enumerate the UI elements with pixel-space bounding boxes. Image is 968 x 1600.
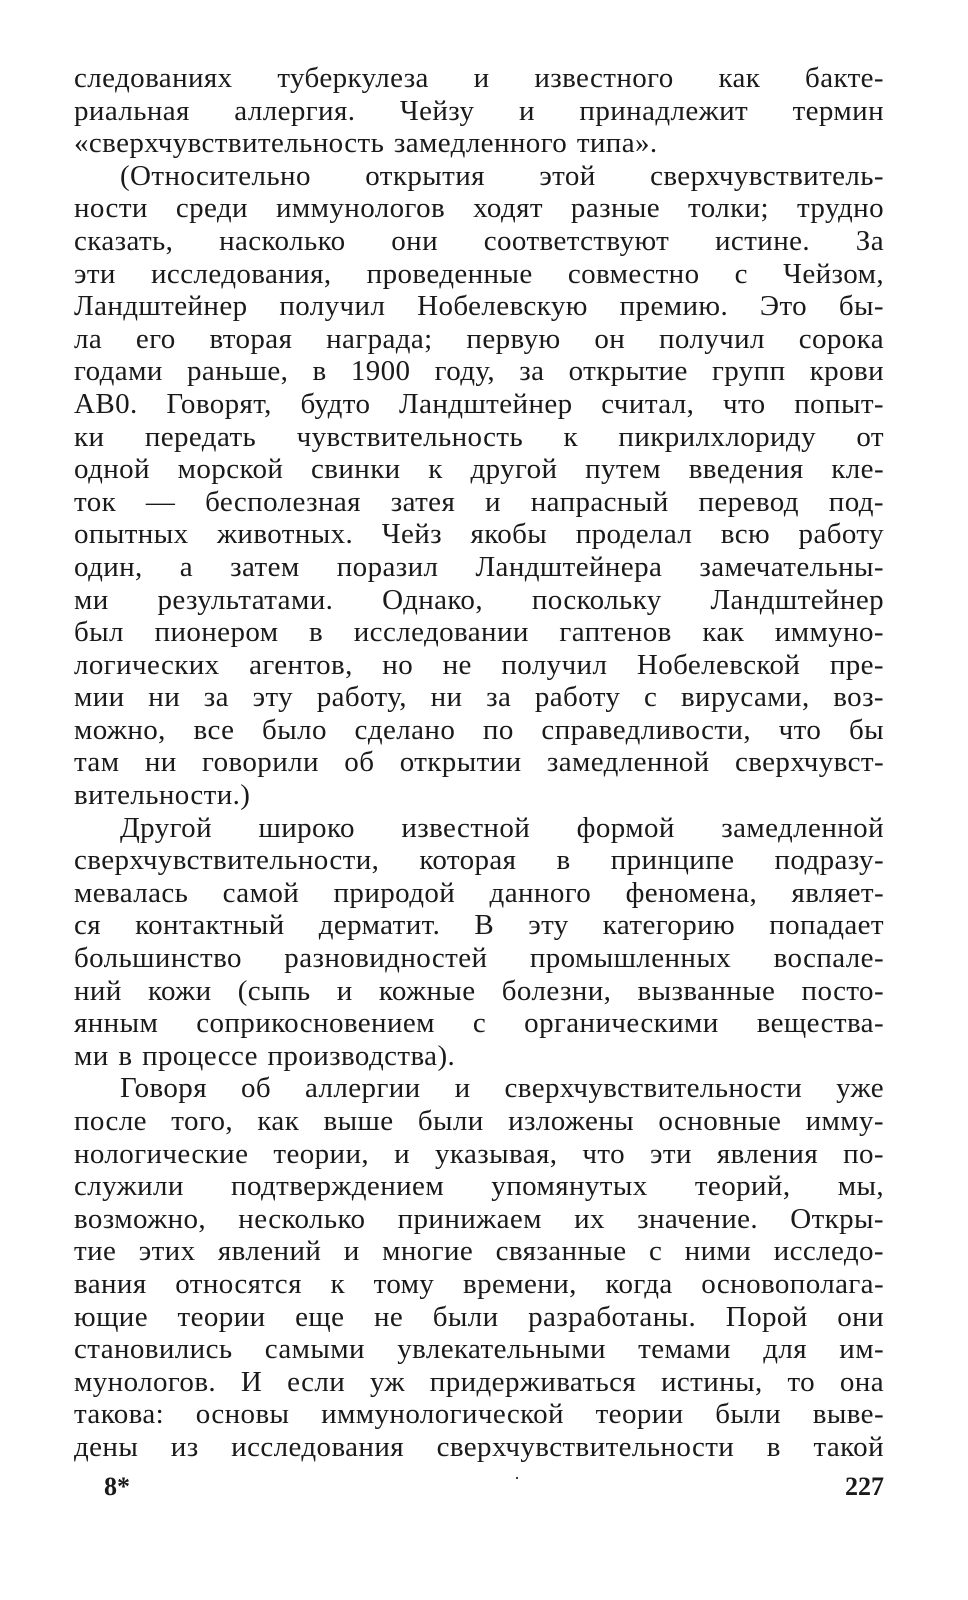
text-line: ки передать чувствительность к пикрилхлориду от bbox=[74, 420, 884, 453]
text-line: вительности.) bbox=[74, 779, 251, 812]
text-line: сказать, насколько они соответствуют истине. За bbox=[74, 224, 884, 257]
page-footer bbox=[74, 1468, 884, 1512]
text-line: мунологов. И если уж придерживаться истины, то она bbox=[74, 1365, 884, 1398]
text-line: после того, как выше были изложены основные иммy- bbox=[74, 1105, 884, 1137]
text-line: ми в процессе производства). bbox=[74, 1039, 456, 1072]
text-line: Ландштейнер получил Нобелевскую премию. Это бы- bbox=[74, 290, 884, 323]
text-line: большинство разновидностей промышленных воспале- bbox=[74, 942, 884, 975]
text-line: ми результатами. Однако, поскольку Ландштейнер bbox=[74, 583, 884, 616]
signature-mark: 8* bbox=[104, 1472, 130, 1501]
text-line: возможно, несколько принижаем их значение. Откры- bbox=[74, 1202, 884, 1235]
text-line: (Относительно открытия этой сверхчувствитель- bbox=[120, 159, 884, 192]
text-line: ющие теории еще не были разработаны. Порой они bbox=[74, 1300, 884, 1333]
text-line: опытных животных. Чейз якобы проделал всю работу bbox=[74, 518, 884, 551]
text-line: Говоря об аллергии и сверхчувствительности уже bbox=[120, 1072, 884, 1105]
text-line: AB0. Говорят, будто Ландштейнер считал, что попыт- bbox=[74, 387, 884, 420]
text-line: сверхчувствительности, которая в принципе подразу- bbox=[74, 844, 884, 877]
text-line: эти исследования, проведенные совместно с Чейзом, bbox=[74, 257, 884, 290]
text-line: дены из исследования сверхчувствительности в такой bbox=[74, 1430, 884, 1463]
text-body bbox=[74, 62, 884, 1464]
page-number: 227 bbox=[845, 1472, 884, 1501]
text-line: такова: основы иммунологической теории были выве- bbox=[74, 1398, 884, 1431]
text-line: годами раньше, в 1900 году, за открытие групп крови bbox=[74, 355, 884, 388]
text-line: ток — бесполезная затея и напрасный перевод под- bbox=[74, 485, 884, 518]
text-line: ний кожи (сыпь и кожные болезни, вызванные посто- bbox=[74, 974, 884, 1007]
footer-dot: · bbox=[514, 1468, 520, 1488]
text-line: вания относятся к тому времени, когда основополага- bbox=[74, 1267, 884, 1300]
text-line: риальная аллергия. Чейзу и принадлежит термин bbox=[74, 94, 884, 127]
text-line: «сверхчувствительность замедленного типа». bbox=[74, 127, 658, 160]
text-line: можно, все было сделано по справедливости, что бы bbox=[74, 713, 884, 746]
text-line: служили подтверждением упомянутых теорий, мы, bbox=[74, 1170, 884, 1203]
text-line: ла его вторая награда; первую он получил сорока bbox=[74, 322, 884, 355]
text-line: тие этих явлений и многие связанные с ними исследо- bbox=[74, 1235, 884, 1268]
text-line: мии ни за эту работу, ни за работу с вирусами, воз- bbox=[74, 681, 884, 714]
text-line: янным соприкосновением с органическими вещества- bbox=[74, 1007, 884, 1040]
text-line: становились самыми увлекательными темами для им- bbox=[74, 1333, 884, 1366]
text-line: там ни говорили об открытии замедленной сверхчувст- bbox=[74, 746, 884, 779]
text-line: был пионером в исследовании гаптенов как иммуно- bbox=[74, 616, 884, 649]
text-line: Другой широко известной формой замедленной bbox=[120, 811, 884, 844]
text-line: следованиях туберкулеза и известного как бакте- bbox=[74, 62, 884, 94]
text-line: ности среди иммунологов ходят разные толки; трудно bbox=[74, 192, 884, 225]
text-line: одной морской свинки к другой путем введения кле- bbox=[74, 453, 884, 486]
text-line: мевалась самой природой данного феномена, являет- bbox=[74, 876, 884, 909]
text-line: нологические теории, и указывая, что эти явления по- bbox=[74, 1137, 884, 1170]
text-line: логических агентов, но не получил Нобелевской пре- bbox=[74, 648, 884, 681]
text-line: один, а затем поразил Ландштейнера замечательны- bbox=[74, 550, 884, 583]
text-line: ся контактный дерматит. В эту категорию попадает bbox=[74, 909, 884, 942]
